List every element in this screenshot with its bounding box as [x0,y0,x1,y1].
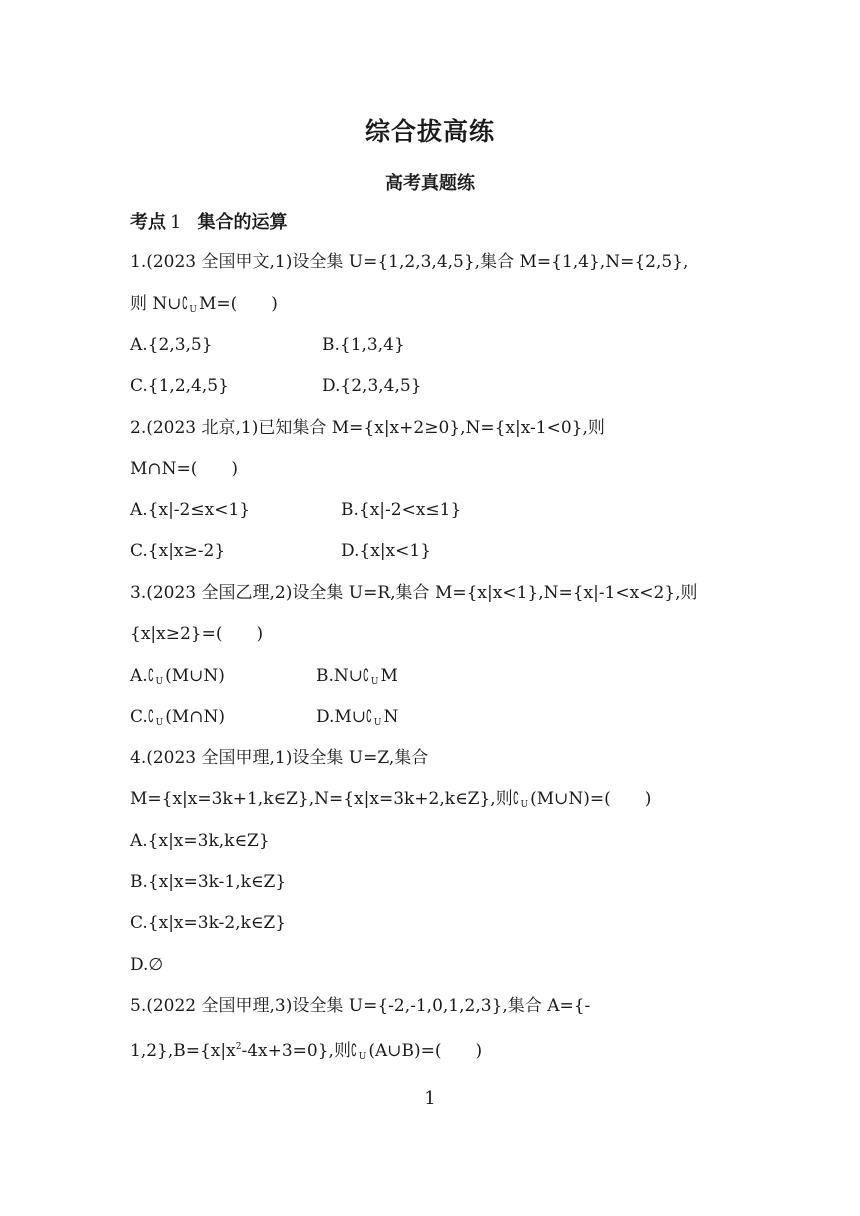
q4-option-a: A.{x|x=3k,k∈Z} [130,831,270,851]
complement-subscript: U [358,1052,367,1062]
q4-option-c: C.{x|x=3k-2,k∈Z} [130,913,287,933]
complement-subscript: U [155,718,164,728]
q3-option-c [130,705,225,729]
q1-stem: 1.(2023 全国甲文,1)设全集 U={1,2,3,4,5},集合 M={1,4},N={2,5}, [130,252,689,272]
complement-subscript: U [373,718,382,728]
q3-stem: 3.(2023 全国乙理,2)设全集 U=R,集合 M={x|x<1},N={x|-1<x<2},则 [130,583,698,603]
q5-line2-a: 1,2},B={x|x [130,1041,236,1061]
complement-symbol: ∁ [512,789,519,809]
q4-option-b: B.{x|x=3k-1,k∈Z} [130,872,287,892]
q4-stem-line2 [130,787,651,811]
q2-option-b: B.{x|-2<x≤1} [341,500,462,520]
q1-option-b: B.{1,3,4} [322,335,405,355]
q4-line2-post: (M∪N)=( ) [530,789,652,809]
q5-stem-line2 [130,1035,483,1062]
complement-subscript: U [189,305,197,315]
q4-option-d: D.∅ [130,955,164,975]
q3-a-post: (M∪N) [165,666,225,686]
q4-line2-pre: M={x|x=3k+1,k∈Z},N={x|x=3k+2,k∈Z},则 [130,789,513,809]
q1-line2-post: M=( ) [198,294,278,314]
q2-stem-line2: M∩N=( ) [130,459,239,479]
q5-line2-b: -4x+3=0},则 [241,1041,351,1061]
q5-superscript: 2 [235,1042,242,1052]
complement-subscript: U [370,677,379,687]
complement-subscript: U [155,677,164,687]
q1-option-c: C.{1,2,4,5} [130,376,229,396]
q5-line2-c: (A∪B)=( ) [368,1041,483,1061]
q3-stem-line2: {x|x≥2}=( ) [130,624,264,644]
complement-symbol: ∁ [350,1041,357,1061]
q1-stem-line2 [130,292,278,316]
complement-symbol: ∁ [181,294,188,314]
q2-option-a: A.{x|-2≤x<1} [130,500,251,520]
page-number: 1 [424,1088,436,1109]
complement-subscript: U [520,800,529,810]
q3-a-pre: A. [130,666,148,686]
q3-c-post: (M∩N) [165,707,226,727]
q3-b-post: M [380,666,398,686]
complement-symbol: ∁ [363,666,369,686]
q4-stem: 4.(2023 全国甲理,1)设全集 U=Z,集合 [130,748,429,768]
q2-option-c: C.{x|x≥-2} [130,541,226,561]
page-title: 综合拔高练 [364,117,495,146]
q3-option-d [316,705,398,729]
section-label: 考点 [130,212,166,233]
q3-c-pre: C. [130,707,148,727]
q1-option-d: D.{2,3,4,5} [322,376,422,396]
q1-option-a: A.{2,3,5} [130,335,213,355]
complement-symbol: ∁ [147,666,154,686]
q5-stem: 5.(2022 全国甲理,3)设全集 U={-2,-1,0,1,2,3},集合 A={- [130,996,591,1016]
q3-option-a [130,664,225,688]
section-heading [130,208,287,234]
section-number: 1 [170,212,182,233]
q3-d-post: N [383,707,399,727]
q2-option-d: D.{x|x<1} [341,541,432,561]
section-name: 集合的运算 [197,212,288,233]
complement-symbol: ∁ [366,707,373,727]
page-subtitle: 高考真题练 [385,173,475,194]
complement-symbol: ∁ [147,707,154,727]
q3-d-pre: D.M∪ [316,707,367,727]
q3-option-b [316,664,398,688]
q1-line2-pre: 则 N∪ [130,294,182,314]
q3-b-pre: B.N∪ [316,666,364,686]
q2-stem: 2.(2023 北京,1)已知集合 M={x|x+2≥0},N={x|x-1<0},则 [130,418,605,438]
